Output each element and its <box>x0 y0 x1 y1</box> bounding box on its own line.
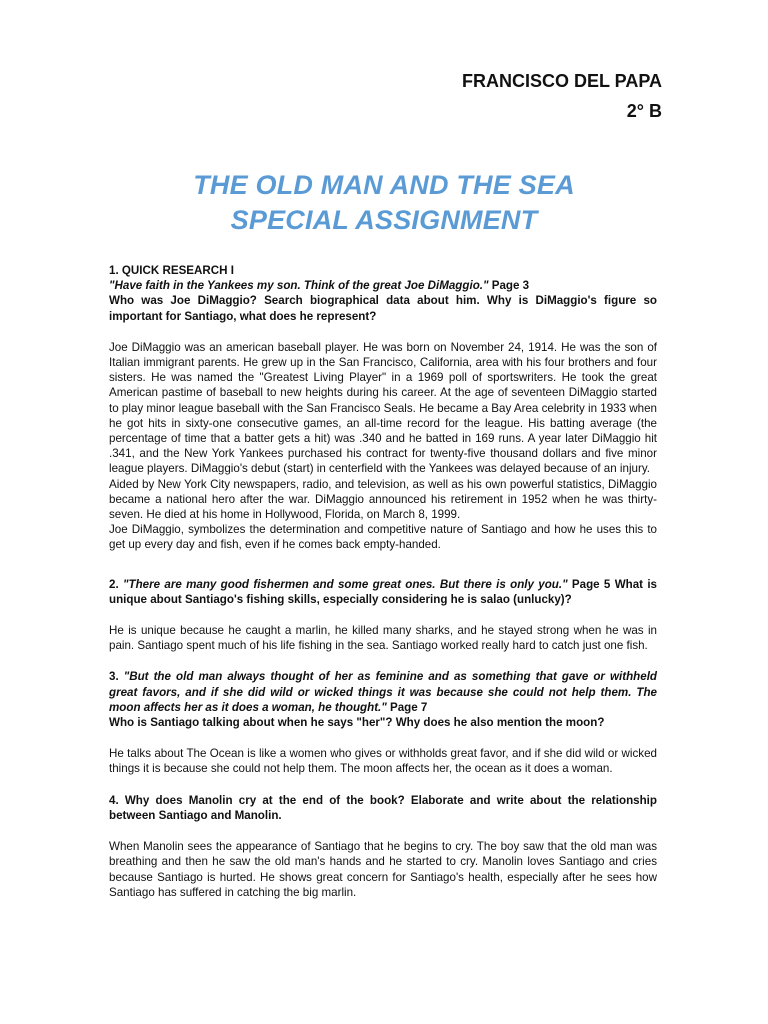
section-3-page-ref: Page 7 <box>386 700 428 714</box>
section-1-answer-paragraph: Joe DiMaggio was an american baseball player. He was born on November 24, 1914. He was the son of Italian immigrant parents. He grew up in the San Francisco, California, area with his four brothers and four sisters. He was named the "Greatest Living Player" in a 1969 poll of sportswriters. He took the great American pastime of baseball to new heights during his career. At the age of seventeen DiMaggio started to play minor league baseball with the San Francisco Seals. He became a Bay Area celebrity in 1933 when he got hits in sixty-one consecutive games, an all-time record for the league. His batting average (the percentage of time that a batter gets a hit) was .340 and he batted in 169 runs. A year later DiMaggio hit .341, and the New York Yankees purchased his contract for twenty-five thousand dollars and five minor league players. DiMaggio's debut (start) in centerfield with the Yankees was delayed because of an injury. <box>109 340 657 476</box>
section-3-answer: He talks about The Ocean is like a women who gives or withholds great favor, and if she did wild or wicked things it is because she could not help them. The moon affects her, the ocean as it does a woman. <box>109 747 657 776</box>
section-1-page-ref: Page 3 <box>488 279 530 293</box>
spacer <box>109 823 657 839</box>
section-1-question: Who was Joe DiMaggio? Search biographical data about him. Why is DiMaggio's figure so important for Santiago, what does he represent? <box>109 294 657 323</box>
student-header <box>462 66 662 126</box>
section-4-answer: When Manolin sees the appearance of Santiago that he begins to cry. The boy saw that the old man was breathing and then he saw the old man's hands and he started to cry. Manolin loves Santiago and cries because Santiago is hurted. He shows great concern for Santiago's health, especially after he sees how Santiago has suffered in catching the big marlin. <box>109 840 657 899</box>
spacer <box>109 607 657 623</box>
section-3-quote: "But the old man always thought of her as feminine and as something that gave or withheld great favors, and if she did wild or wicked things it was because she could not help them. The moon affects her as it does a woman, he thought." <box>109 670 657 714</box>
section-2-quote: "There are many good fishermen and some great ones. But there is only you." <box>122 577 568 591</box>
title-line-1: THE OLD MAN AND THE SEA <box>193 170 575 200</box>
section-1 <box>109 263 657 553</box>
section-1-quote-line <box>109 278 657 293</box>
assignment-body <box>109 263 657 900</box>
document-title <box>0 168 768 238</box>
spacer <box>109 653 657 669</box>
title-line-2: SPECIAL ASSIGNMENT <box>230 205 538 235</box>
section-1-heading: 1. QUICK RESEARCH I <box>109 264 234 277</box>
section-1-answer-paragraph: Aided by New York City newspapers, radio, and television, as well as his own powerful statistics, DiMaggio became a national hero after the war. DiMaggio announced his retirement in 1952 when he was thirty-seven. He died at his home in Hollywood, Florida, on March 8, 1999. <box>109 477 657 522</box>
section-2-number: 2. <box>109 577 123 591</box>
section-2-question-text: Page 5 What is unique about Santiago's fishing skills, especially considering he is salao (unlucky)? <box>109 577 658 606</box>
section-4-question: 4. Why does Manolin cry at the end of the book? Elaborate and write about the relationship between Santiago and Manolin. <box>109 793 657 822</box>
spacer <box>109 553 657 577</box>
spacer <box>109 324 657 340</box>
student-grade: 2° B <box>626 101 662 121</box>
section-3-number: 3. <box>109 670 124 684</box>
section-1-quote: "Have faith in the Yankees my son. Think of the great Joe DiMaggio." <box>109 279 489 293</box>
section-2-question <box>109 577 657 607</box>
section-4 <box>109 793 657 900</box>
spacer <box>109 777 657 793</box>
section-1-answer-paragraph: Joe DiMaggio, symbolizes the determination and competitive nature of Santiago and how he uses this to get up every day and fish, even if he comes back empty-handed. <box>109 523 657 552</box>
section-2 <box>109 577 657 654</box>
spacer <box>109 730 657 746</box>
student-name: FRANCISCO DEL PAPA <box>461 71 662 91</box>
section-2-answer: He is unique because he caught a marlin, he killed many sharks, and he stayed strong when he was in pain. Santiago spent much of his life fishing in the sea. Santiago worked really hard to catch just one fish. <box>109 624 657 653</box>
section-3-quote-line <box>109 669 657 715</box>
section-3 <box>109 669 657 776</box>
section-3-question: Who is Santiago talking about when he says "her"? Why does he also mention the moon? <box>109 716 605 730</box>
